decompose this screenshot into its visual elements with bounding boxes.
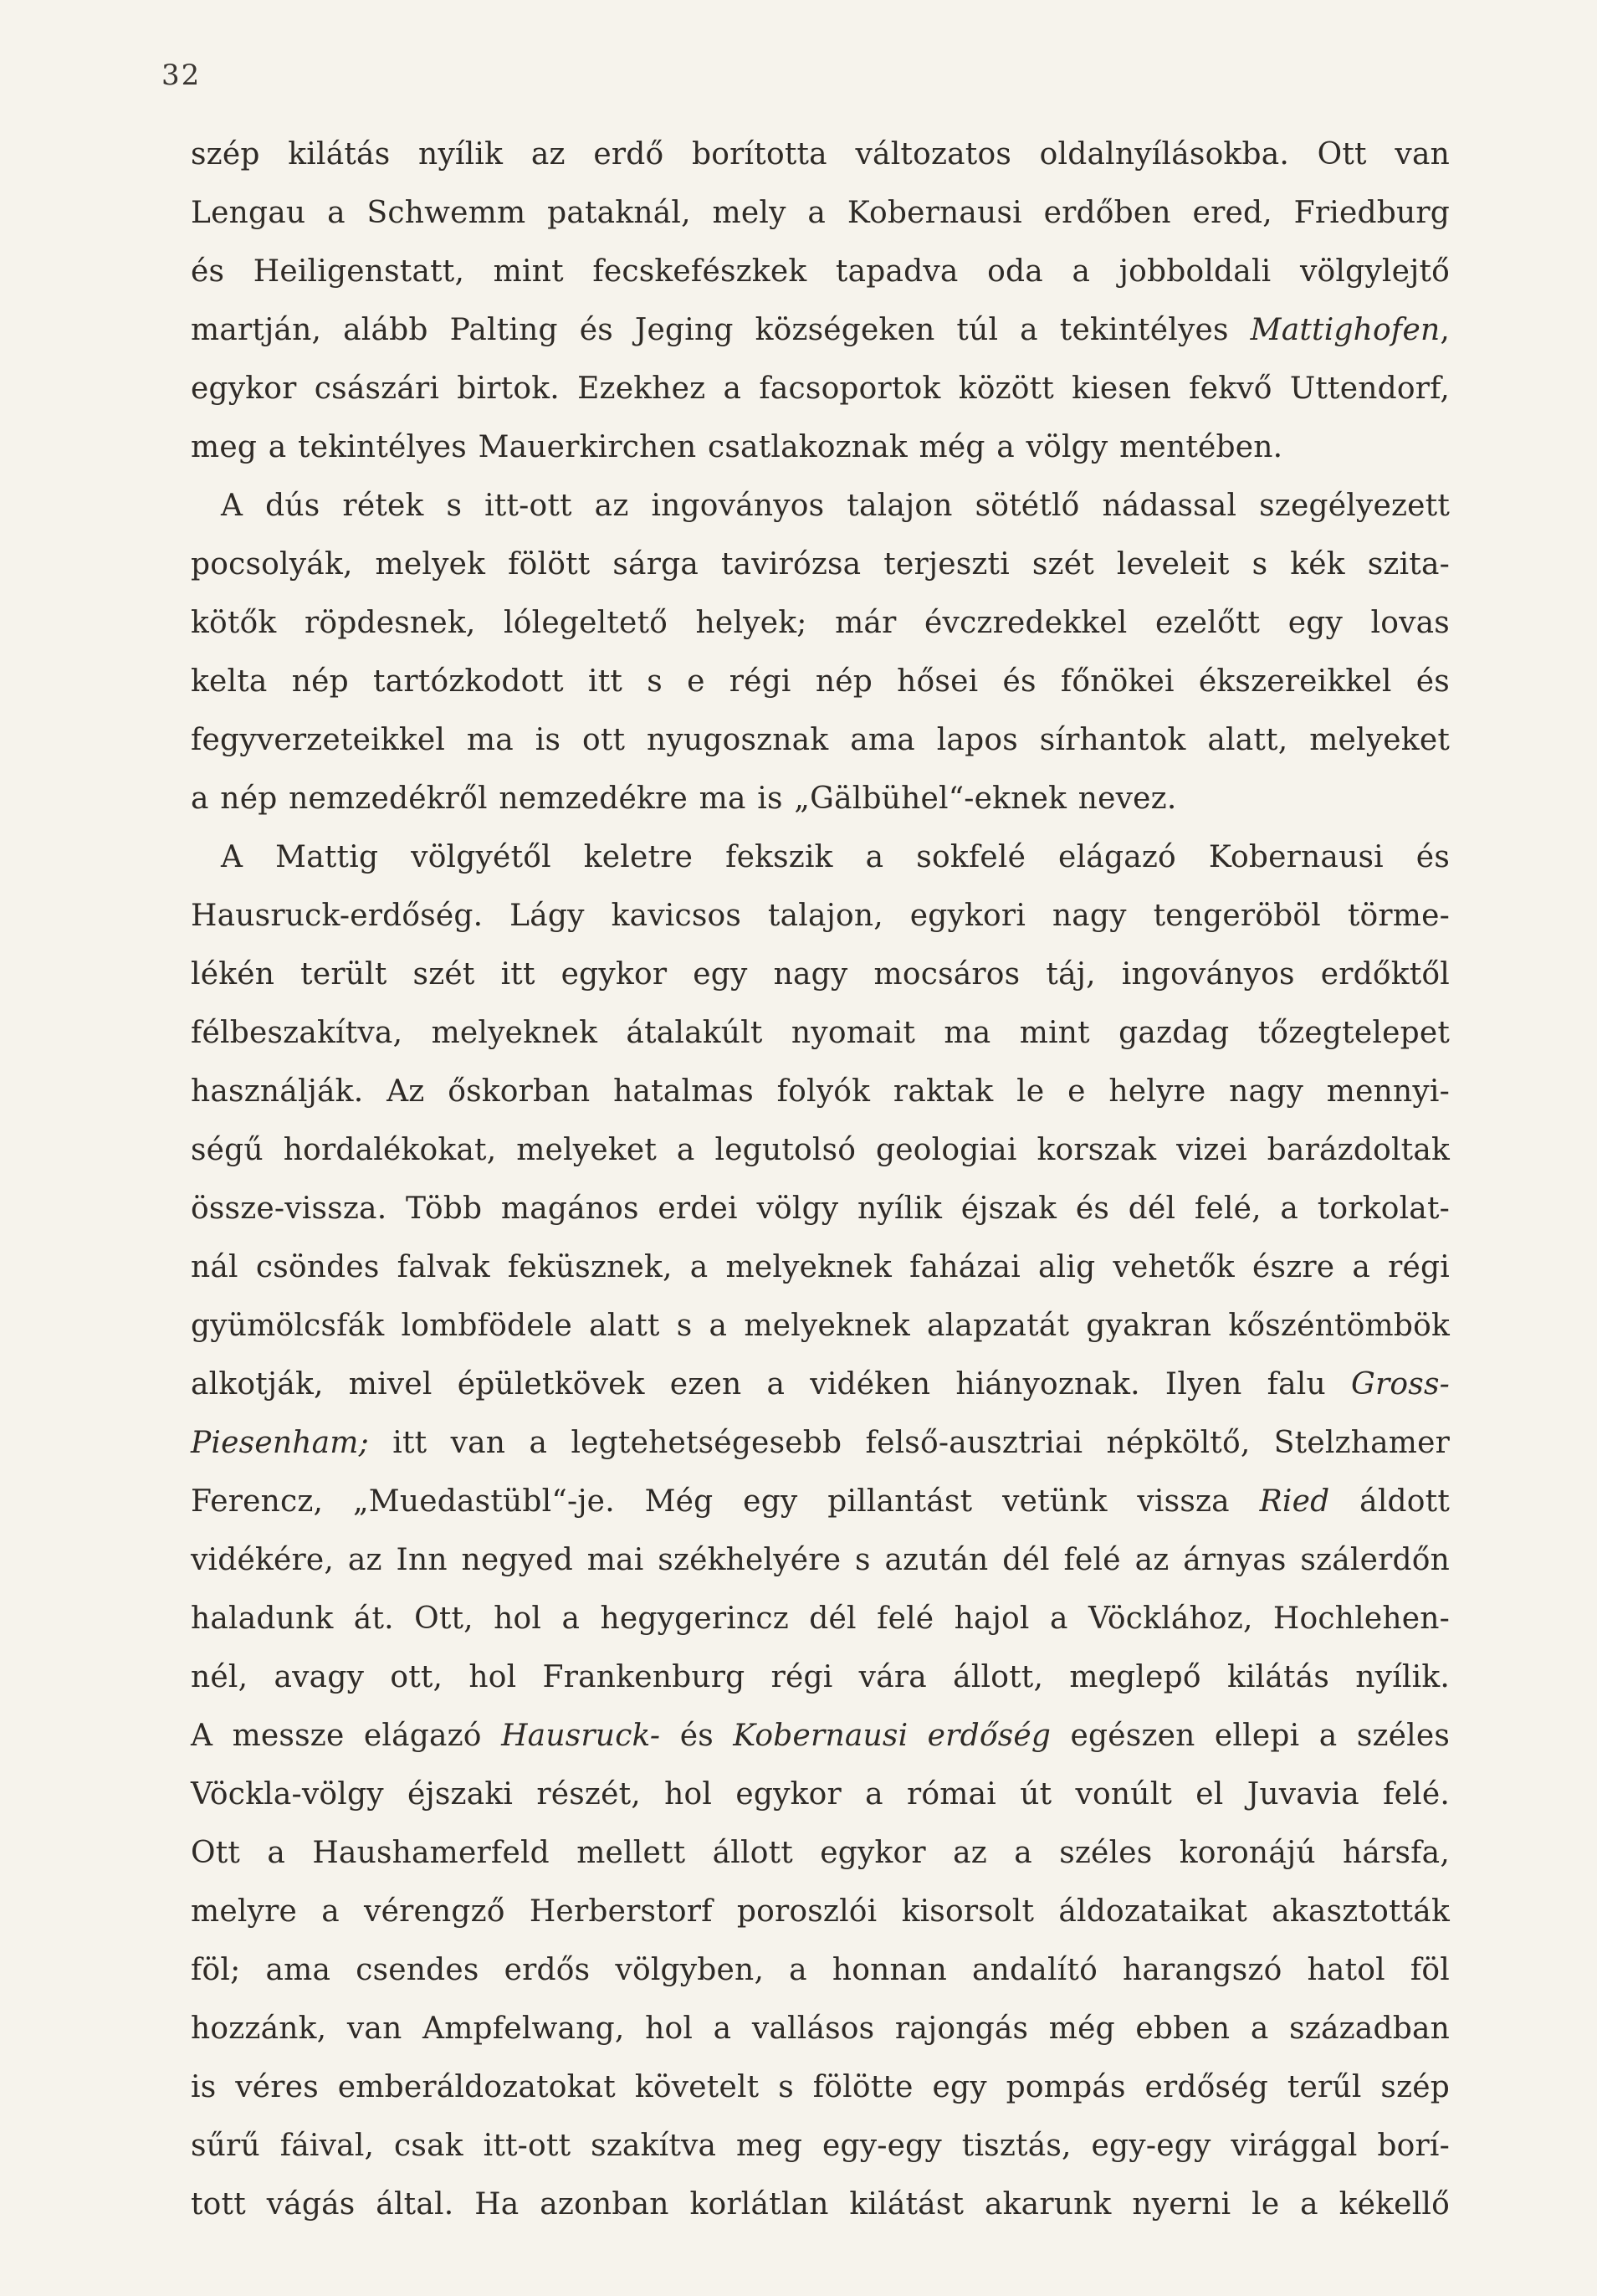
text-segment: pocsolyák, melyek fölött sárga tavirózsa terjeszti szét leveleit s kék szita-: [191, 547, 1450, 582]
text-line: [191, 1766, 1450, 1824]
text-segment: alkotják, mivel épületkövek ezen a vidéken hiányoznak. Ilyen falu: [191, 1367, 1352, 1402]
text-line: [191, 1707, 1450, 1766]
text-segment: és: [660, 1719, 734, 1753]
text-line: [191, 360, 1450, 418]
page-number: 32: [161, 59, 202, 92]
italic-text: Kobernausi erdőség: [733, 1719, 1052, 1753]
text-line: [191, 418, 1450, 477]
body-text: [191, 126, 1450, 2234]
italic-text: Mattighofen: [1250, 313, 1441, 347]
text-line: [191, 243, 1450, 301]
text-segment: A dús rétek s itt-ott az ingoványos talajon sötétlő nádassal szegélyezett: [221, 489, 1450, 523]
text-line: [191, 1356, 1450, 1414]
text-line: [191, 1238, 1450, 1297]
text-line: [191, 887, 1450, 946]
text-segment: Hausruck-erdőség. Lágy kavicsos talajon, egykori nagy tengeröböl törme-: [191, 899, 1450, 933]
italic-text: Hausruck-: [501, 1719, 661, 1753]
text-line: [191, 1941, 1450, 2000]
text-line: [191, 2000, 1450, 2058]
text-segment: tott vágás által. Ha azonban korlátlan kilátást akarunk nyerni le a kékellő: [191, 2187, 1450, 2222]
text-segment: Ott a Haushamerfeld mellett állott egykor az a széles koronájú hársfa,: [191, 1836, 1450, 1870]
text-line: [191, 1121, 1450, 1180]
text-segment: Lengau a Schwemm pataknál, mely a Kobernausi erdőben ered, Friedburg: [191, 196, 1450, 230]
text-segment: félbeszakítva, melyeknek átalakúlt nyomait ma mint gazdag tőzegtelepet: [191, 1016, 1450, 1050]
text-line: [191, 770, 1450, 828]
text-line: [191, 946, 1450, 1004]
text-segment: is véres emberáldozatokat követelt s fölötte egy pompás erdőség terűl szép: [191, 2070, 1450, 2104]
text-line: [191, 2117, 1450, 2176]
text-segment: egykor császári birtok. Ezekhez a facsoportok között kiesen fekvő Uttendorf,: [191, 372, 1450, 406]
text-line: [191, 1297, 1450, 1356]
text-line: [191, 653, 1450, 711]
text-segment: ségű hordalékokat, melyeket a legutolsó geologiai korszak vizei barázdoltak: [191, 1133, 1450, 1167]
text-line: [191, 1648, 1450, 1707]
text-segment: nál csöndes falvak feküsznek, a melyeknek faházai alig vehetők észre a régi: [191, 1250, 1450, 1284]
text-segment: Vöckla-völgy éjszaki részét, hol egykor a római út vonúlt el Juvavia felé.: [191, 1777, 1450, 1812]
text-line: [191, 594, 1450, 653]
text-segment: A messze elágazó: [191, 1719, 502, 1753]
text-segment: fegyverzeteikkel ma is ott nyugosznak ama lapos sírhantok alatt, melyeket: [191, 723, 1450, 757]
text-line: [191, 2176, 1450, 2234]
text-line: [191, 301, 1450, 360]
text-segment: haladunk át. Ott, hol a hegygerincz dél felé hajol a Vöcklához, Hochlehen-: [191, 1602, 1450, 1636]
text-segment: használják. Az őskorban hatalmas folyók raktak le e helyre nagy mennyi-: [191, 1074, 1450, 1109]
text-segment: melyre a vérengző Herberstorf poroszlói kisorsolt áldozataikat akasztották: [191, 1894, 1450, 1929]
text-line: [191, 184, 1450, 243]
text-segment: A Mattig völgyétől keletre fekszik a sokfelé elágazó Kobernausi és: [221, 840, 1450, 874]
text-segment: ,: [1440, 313, 1450, 347]
text-segment: áldott: [1329, 1484, 1450, 1519]
text-segment: hozzánk, van Ampfelwang, hol a vallásos rajongás még ebben a században: [191, 2012, 1450, 2046]
text-line: [191, 2058, 1450, 2117]
text-segment: kelta nép tartózkodott itt s e régi nép hősei és főnökei ékszereikkel és: [191, 664, 1450, 699]
text-segment: Ferencz, „Muedastübl“-je. Még egy pillantást vetünk vissza: [191, 1484, 1260, 1519]
text-line: [191, 477, 1450, 536]
text-segment: nél, avagy ott, hol Frankenburg régi vára állott, meglepő kilátás nyílik.: [191, 1660, 1450, 1694]
text-segment: föl; ama csendes erdős völgyben, a honnan andalító harangszó hatol föl: [191, 1953, 1450, 1987]
text-segment: gyümölcsfák lombfödele alatt s a melyeknek alapzatát gyakran kőszéntömbök: [191, 1309, 1450, 1343]
text-line: [191, 1414, 1450, 1473]
text-line: [191, 711, 1450, 770]
text-segment: meg a tekintélyes Mauerkirchen csatlakoznak még a völgy mentében.: [191, 430, 1283, 464]
text-segment: szép kilátás nyílik az erdő borította változatos oldalnyílásokba. Ott van: [191, 137, 1450, 172]
text-line: [191, 1590, 1450, 1648]
text-segment: és Heiligenstatt, mint fecskefészkek tapadva oda a jobboldali völgylejtő: [191, 254, 1450, 289]
text-line: [191, 126, 1450, 184]
text-segment: lékén terült szét itt egykor egy nagy mocsáros táj, ingoványos erdőktől: [191, 957, 1450, 992]
text-line: [191, 536, 1450, 594]
text-line: [191, 1063, 1450, 1121]
text-segment: a nép nemzedékről nemzedékre ma is „Gälbühel“-eknek nevez.: [191, 782, 1177, 816]
text-segment: vidékére, az Inn negyed mai székhelyére s azután dél felé az árnyas szálerdőn: [191, 1543, 1450, 1577]
text-segment: martján, alább Palting és Jeging községeken túl a tekintélyes: [191, 313, 1251, 347]
italic-text: Piesenham;: [191, 1426, 369, 1460]
text-segment: sűrű fáival, csak itt-ott szakítva meg egy-egy tisztás, egy-egy virággal borí-: [191, 2129, 1450, 2163]
text-segment: itt van a legtehetségesebb felső-ausztriai népköltő, Stelzhamer: [368, 1426, 1450, 1460]
italic-text: Ried: [1259, 1484, 1330, 1519]
text-line: [191, 1531, 1450, 1590]
text-line: [191, 1180, 1450, 1238]
text-line: [191, 1883, 1450, 1941]
italic-text: Gross-: [1351, 1367, 1450, 1402]
text-segment: egészen ellepi a széles: [1051, 1719, 1451, 1753]
text-line: [191, 1473, 1450, 1531]
text-line: [191, 1004, 1450, 1063]
text-line: [191, 1824, 1450, 1883]
text-line: [191, 828, 1450, 887]
text-segment: össze-vissza. Több magános erdei völgy nyílik éjszak és dél felé, a torkolat-: [191, 1192, 1450, 1226]
text-segment: kötők röpdesnek, lólegeltető helyek; már évczredekkel ezelőtt egy lovas: [191, 606, 1450, 640]
